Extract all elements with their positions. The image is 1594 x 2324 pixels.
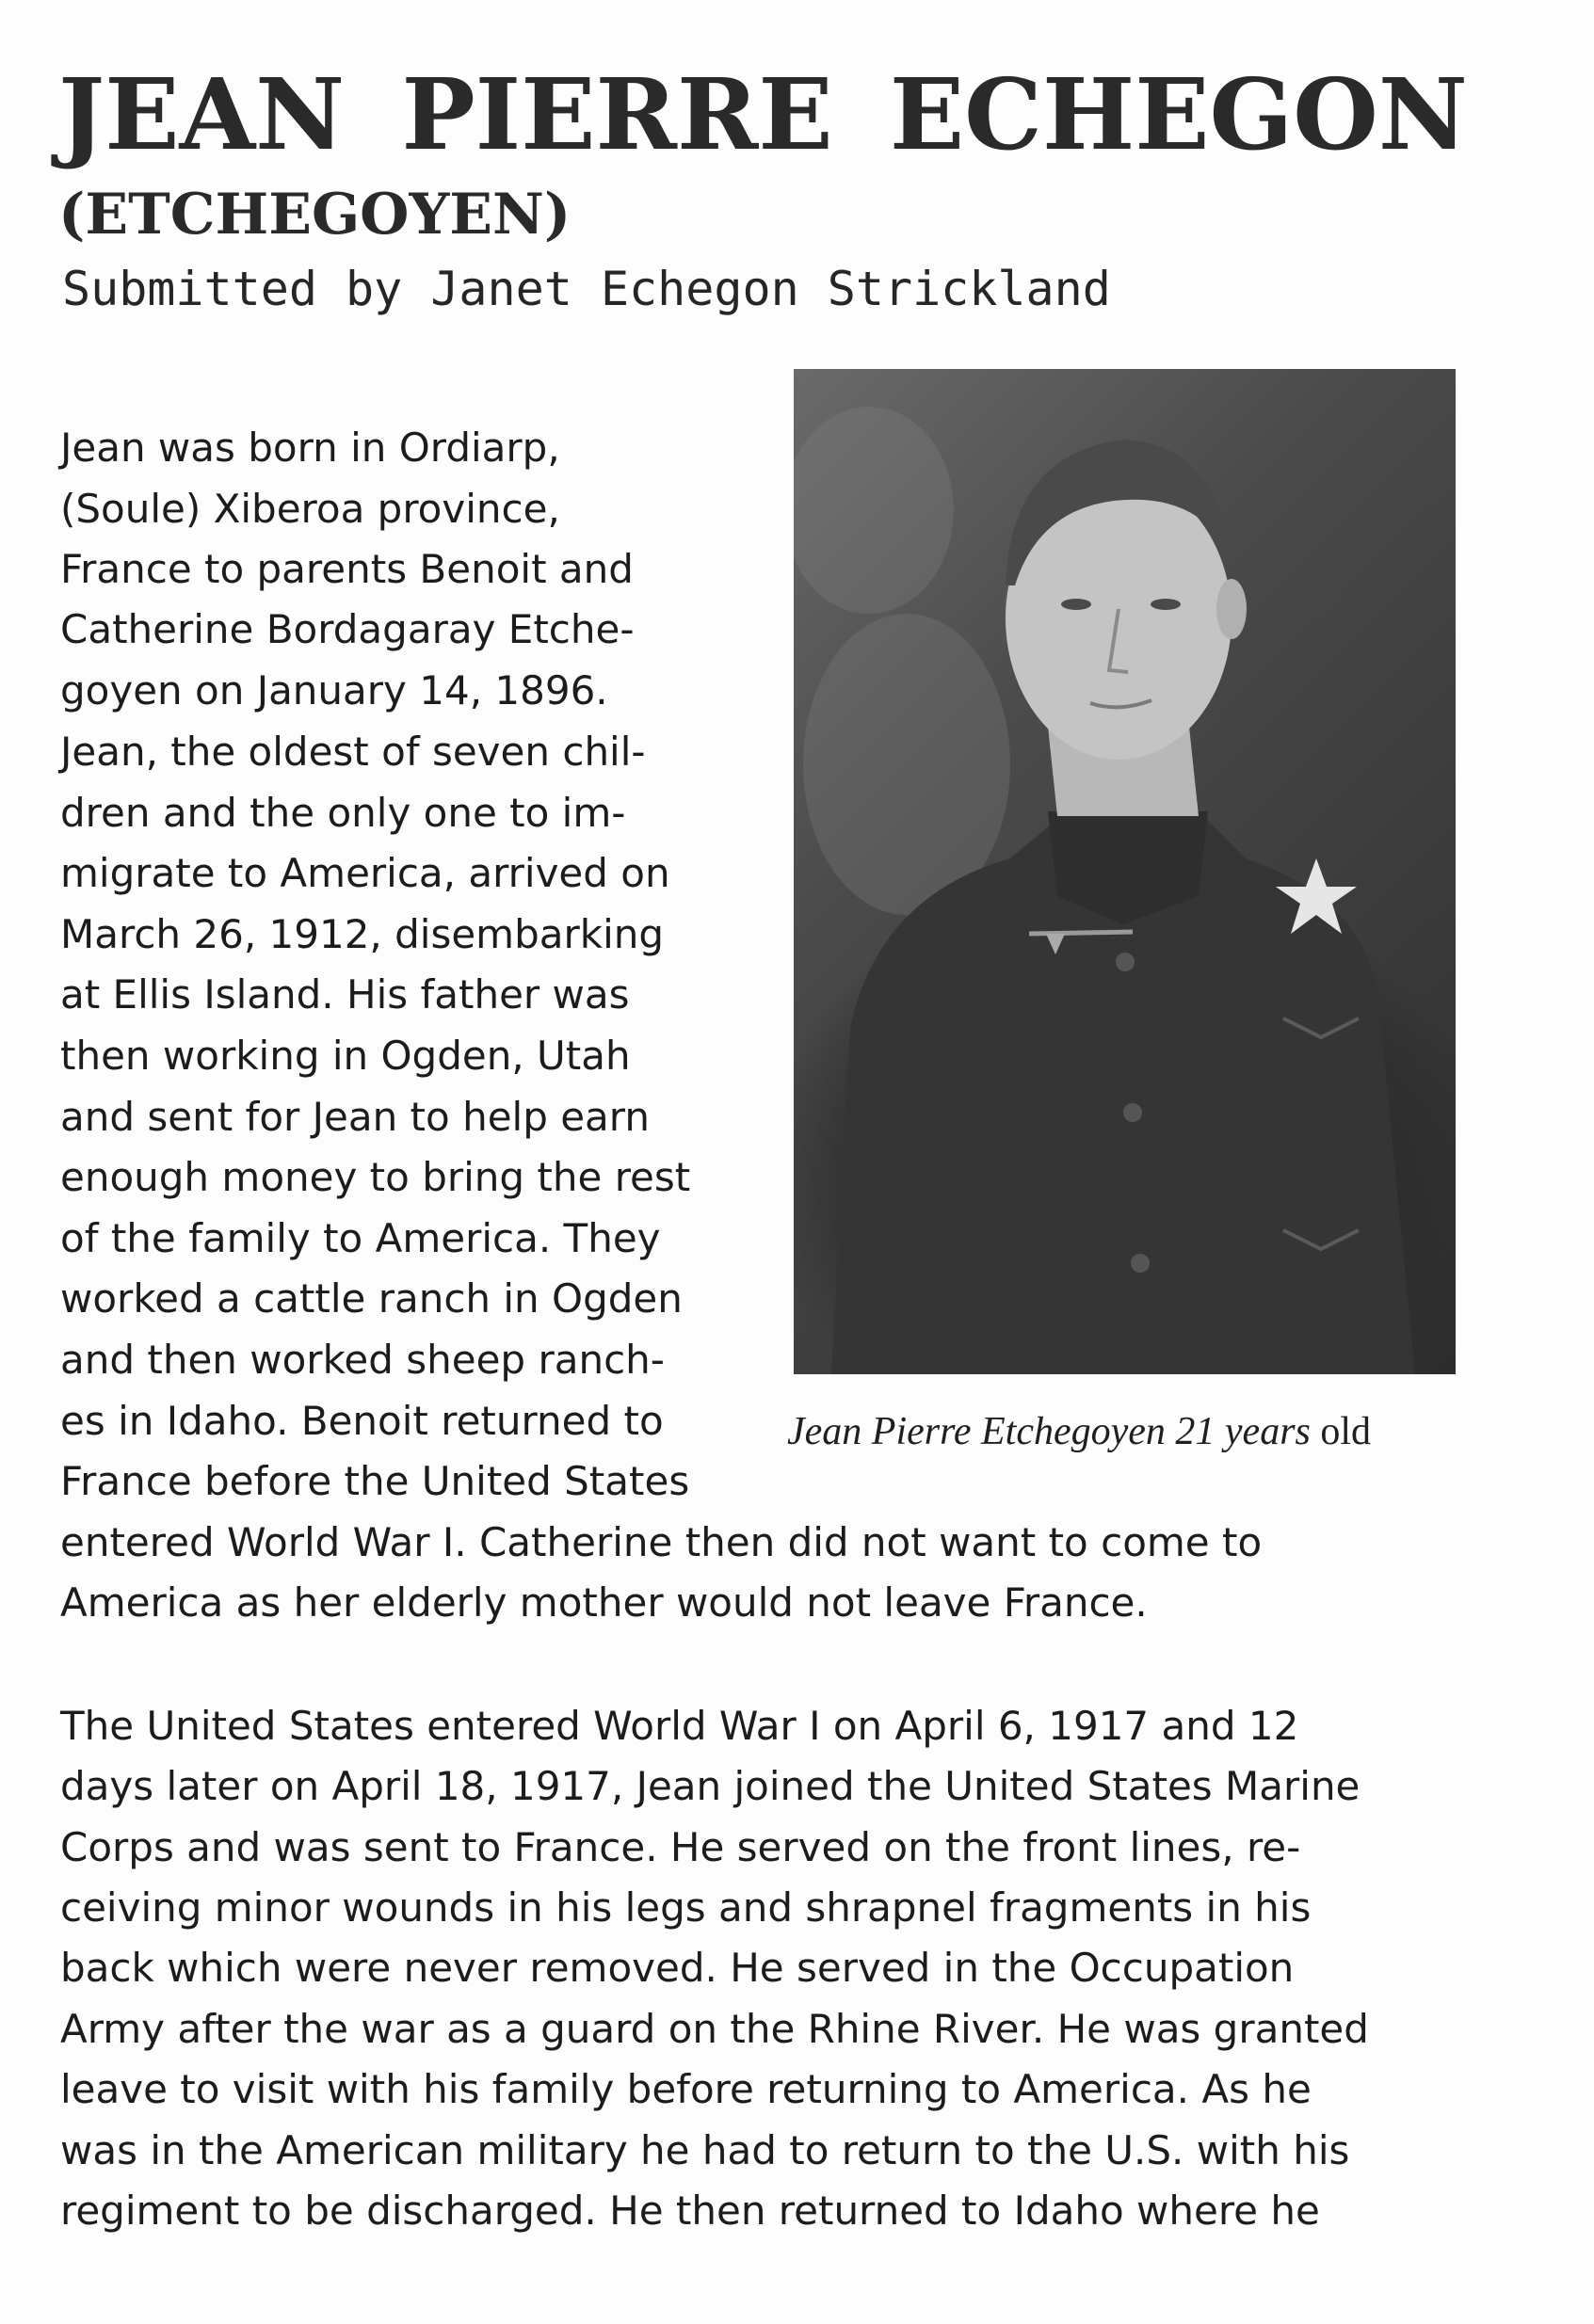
text-line: dren and the only one to im- [60,790,626,836]
text-line: goyen on January 14, 1896. [60,667,608,713]
text-line: days later on April 18, 1917, Jean joined the United States Marine [60,1763,1361,1809]
text-line: (Soule) Xiberoa province, [60,486,560,532]
text-line: France to parents Benoit and [60,546,634,592]
text-line: Jean was born in Ordiarp, [60,425,560,471]
text-line: The United States entered World War I on April 6, 1917 and 12 [60,1703,1299,1749]
text-line: March 26, 1912, disembarking [60,911,665,957]
text-line: enough money to bring the rest [60,1154,691,1200]
text-line: entered World War I. Catherine then did not want to come to [60,1519,1263,1565]
photo-caption [787,1412,1371,1451]
caption-italic: Jean Pierre Etchegoyen 21 years [787,1410,1311,1453]
portrait-illustration [794,369,1456,1374]
text-line: and sent for Jean to help earn [60,1094,650,1140]
page-subtitle: (ETCHEGOYEN) [58,182,572,248]
text-line: France before the United States [60,1458,690,1504]
text-line: es in Idaho. Benoit returned to [60,1398,664,1444]
text-line: Catherine Bordagaray Etche- [60,606,635,652]
text-line: Corps and was sent to France. He served on the front lines, re- [60,1824,1301,1870]
text-line: migrate to America, arrived on [60,850,670,896]
caption-plain: old [1310,1410,1372,1453]
text-line: worked a cattle ranch in Ogden [60,1275,683,1322]
text-line: at Ellis Island. His father was [60,971,630,1018]
text-line: America as her elderly mother would not leave France. [60,1579,1148,1626]
text-line: Army after the war as a guard on the Rhine River. He was granted [60,2006,1369,2052]
text-line: then working in Ogden, Utah [60,1033,631,1079]
text-line: regiment to be discharged. He then returned to Idaho where he [60,2188,1320,2234]
text-line: ceiving minor wounds in his legs and shrapnel fragments in his [60,1884,1312,1931]
text-line: Jean, the oldest of seven chil- [60,729,646,775]
text-line: of the family to America. They [60,1215,661,1261]
text-line: was in the American military he had to return to the U.S. with his [60,2127,1350,2173]
page-title: JEAN PIERRE ECHEGON [58,56,1468,172]
text-line: back which were never removed. He served in the Occupation [60,1945,1295,1991]
portrait-photo [794,369,1456,1374]
text-line: leave to visit with his family before returning to America. As he [60,2066,1312,2112]
text-line: and then worked sheep ranch- [60,1337,665,1383]
byline: Submitted by Janet Echegon Strickland [62,262,1111,316]
